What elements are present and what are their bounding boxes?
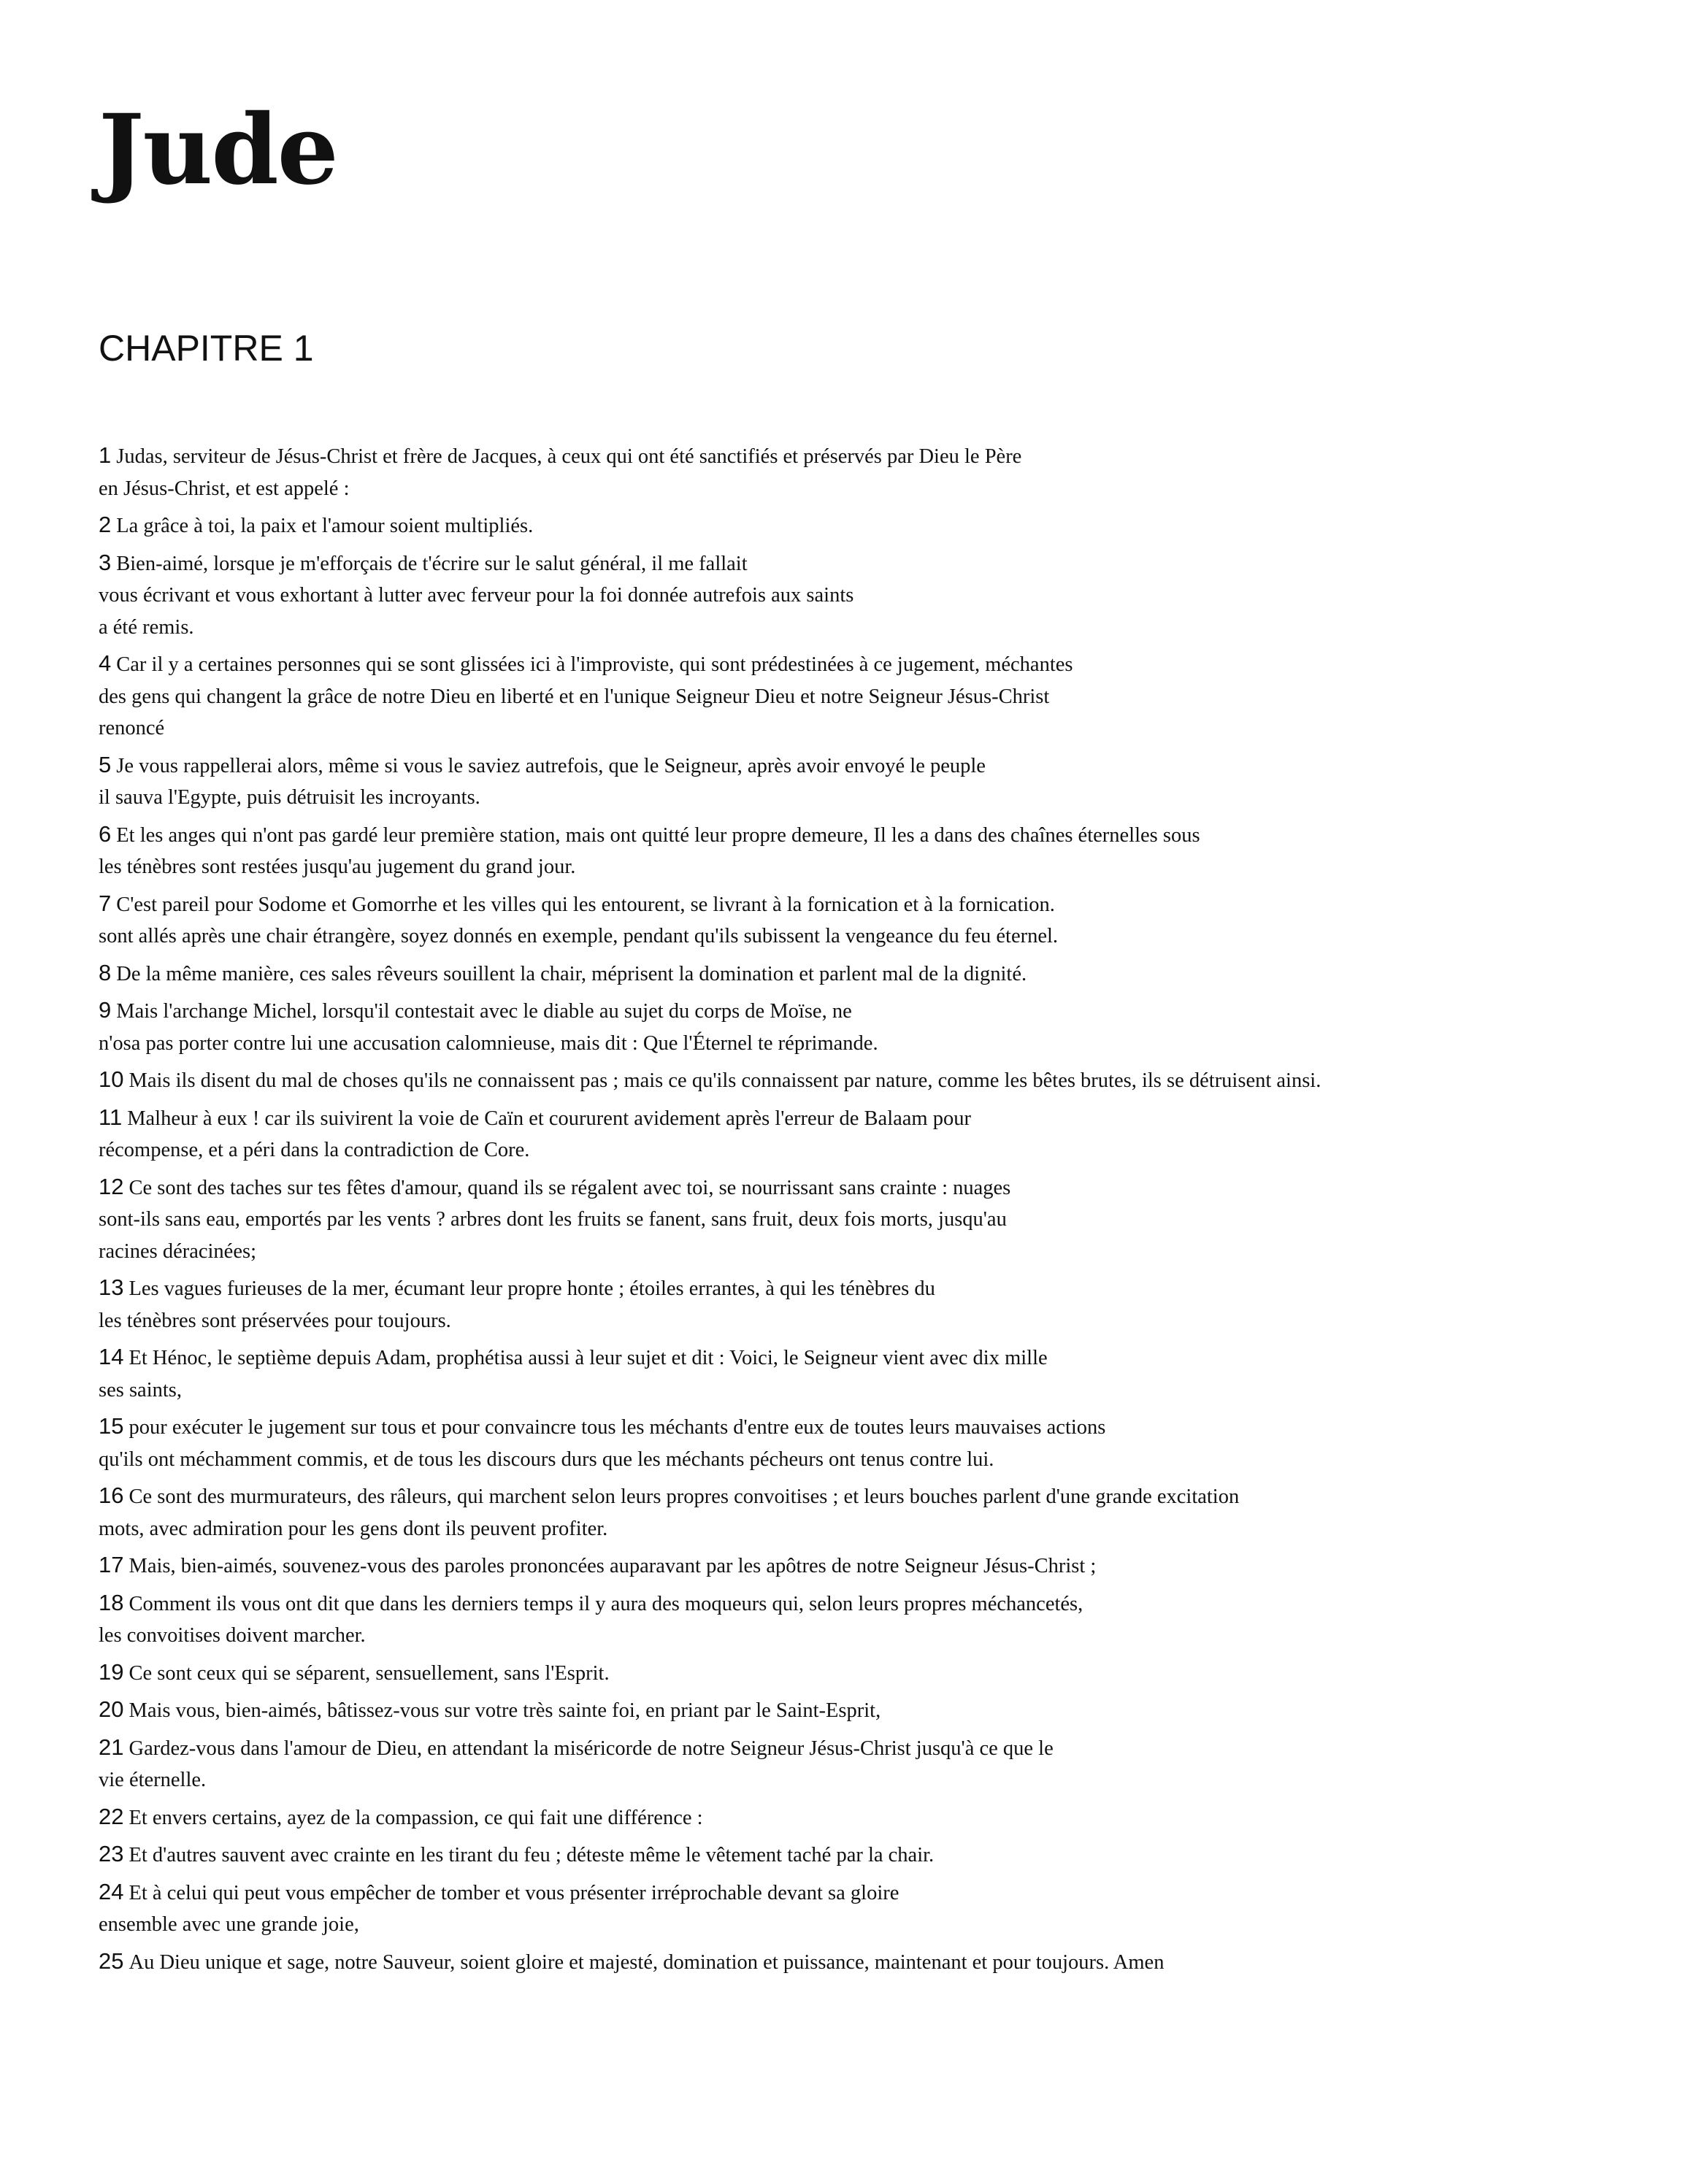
verse-number: 3 — [99, 549, 112, 575]
verse-number: 12 — [99, 1173, 124, 1199]
verse-number: 16 — [99, 1483, 124, 1508]
verse-text: n'osa pas porter contre lui une accusation calomnieuse, mais dit : Que l'Éternel te réprimande. — [99, 1031, 878, 1055]
verse-number: 13 — [99, 1274, 124, 1300]
verse — [99, 1480, 1646, 1545]
verse-number: 23 — [99, 1841, 124, 1866]
verse — [99, 509, 1646, 542]
verse-line — [99, 1204, 1646, 1236]
verse-line — [99, 1064, 1646, 1097]
verse-number: 7 — [99, 890, 112, 916]
verse-line — [99, 1444, 1646, 1476]
verse-line — [99, 1764, 1646, 1796]
verse-line — [99, 1272, 1646, 1305]
verse-text: Mais vous, bien-aimés, bâtissez-vous sur votre très sainte foi, en priant par le Saint-Esprit, — [128, 1699, 881, 1722]
verse-text: Les vagues furieuses de la mer, écumant leur propre honte ; étoiles errantes, à qui les ténèbres du — [128, 1277, 935, 1300]
verse-text: sont-ils sans eau, emportés par les vents ? arbres dont les fruits se fanent, sans fruit, deux fois morts, jusqu'au — [99, 1208, 1007, 1231]
verse-number: 9 — [99, 997, 112, 1023]
verse — [99, 1101, 1646, 1166]
verse-number: 8 — [99, 959, 112, 985]
verse — [99, 818, 1646, 883]
verse — [99, 749, 1646, 814]
verse-line — [99, 1801, 1646, 1834]
verse-line — [99, 509, 1646, 542]
verse-text: Mais l'archange Michel, lorsqu'il contestait avec le diable au sujet du corps de Moïse, ne — [116, 1000, 852, 1023]
verse-line — [99, 1374, 1646, 1407]
verse-text: Ce sont ceux qui se séparent, sensuellement, sans l'Esprit. — [128, 1661, 610, 1685]
verse-text: sont allés après une chair étrangère, soyez donnés en exemple, pendant qu'ils subissent la vengeance du feu éternel. — [99, 925, 1059, 947]
verse-line — [99, 1693, 1646, 1727]
verse — [99, 957, 1646, 991]
verse-line — [99, 782, 1646, 814]
verse-text: vie éternelle. — [99, 1769, 207, 1791]
verse-line — [99, 920, 1646, 953]
verse-line — [99, 612, 1646, 644]
verse-list — [99, 439, 1646, 1983]
verse-number: 15 — [99, 1413, 124, 1439]
verse-text: mots, avec admiration pour les gens dont ils peuvent profiter. — [99, 1517, 608, 1540]
verse-text: ensemble avec une grande joie, — [99, 1913, 359, 1936]
verse — [99, 1731, 1646, 1796]
verse-line — [99, 473, 1646, 505]
verse-text: Gardez-vous dans l'amour de Dieu, en attendant la miséricorde de notre Seigneur Jésus-Christ jusqu'à ce que le — [128, 1737, 1054, 1760]
verse-text: Ce sont des taches sur tes fêtes d'amour, quand ils se régalent avec toi, se nourrissant sans crainte : nuages — [128, 1176, 1011, 1199]
verse-number: 11 — [99, 1104, 123, 1130]
verse-line — [99, 1028, 1646, 1060]
verse-text: qu'ils ont méchamment commis, et de tous les discours durs que les méchants pécheurs ont tenus contre lui. — [99, 1447, 994, 1471]
verse — [99, 1410, 1646, 1475]
verse-line — [99, 1410, 1646, 1444]
verse-text: Je vous rappellerai alors, même si vous le saviez autrefois, que le Seigneur, après avoir envoyé le peuple — [116, 754, 986, 777]
verse-text: des gens qui changent la grâce de notre Dieu en liberté et en l'unique Seigneur Dieu et notre Seigneur Jésus-Christ — [99, 685, 1050, 708]
verse-number: 21 — [99, 1734, 124, 1760]
verse-text: Mais, bien-aimés, souvenez-vous des paroles prononcées auparavant par les apôtres de notre Seigneur Jésus-Christ ; — [128, 1555, 1097, 1577]
verse-text: De la même manière, ces sales rêveurs souillent la chair, méprisent la domination et parlent mal de la dignité. — [116, 962, 1027, 985]
verse — [99, 1549, 1646, 1583]
verse-line — [99, 1236, 1646, 1268]
verse-line — [99, 1341, 1646, 1374]
verse-line — [99, 647, 1646, 681]
verse — [99, 1171, 1646, 1268]
verse-number: 10 — [99, 1066, 124, 1092]
verse-number: 20 — [99, 1696, 124, 1722]
verse — [99, 547, 1646, 644]
verse-text: les ténèbres sont préservées pour toujours. — [99, 1309, 451, 1332]
verse-text: ses saints, — [99, 1378, 182, 1401]
verse-line — [99, 957, 1646, 991]
verse-line — [99, 1909, 1646, 1941]
verse — [99, 994, 1646, 1059]
verse-line — [99, 1876, 1646, 1910]
verse-line — [99, 547, 1646, 580]
book-title: Jude — [99, 93, 337, 207]
verse-number: 17 — [99, 1552, 124, 1577]
verse-text: en Jésus-Christ, et est appelé : — [99, 477, 350, 500]
verse-line — [99, 1134, 1646, 1166]
verse-text: Et d'autres sauvent avec crainte en les tirant du feu ; déteste même le vêtement taché par la chair. — [128, 1844, 935, 1866]
verse-line — [99, 888, 1646, 921]
verse-text: Judas, serviteur de Jésus-Christ et frère de Jacques, à ceux qui ont été sanctifiés et préservés par Dieu le Père — [116, 445, 1022, 468]
verse-number: 6 — [99, 820, 112, 847]
verse-number: 5 — [99, 751, 112, 777]
verse-text: Et les anges qui n'ont pas gardé leur première station, mais ont quitté leur propre demeure, Il les a dans des chaînes éternelles sous — [116, 823, 1200, 847]
verse — [99, 1656, 1646, 1690]
verse — [99, 1876, 1646, 1941]
verse — [99, 1587, 1646, 1652]
verse-number: 24 — [99, 1878, 124, 1904]
verse-line — [99, 1101, 1646, 1135]
verse-line — [99, 1656, 1646, 1690]
verse-line — [99, 439, 1646, 473]
verse-line — [99, 1480, 1646, 1513]
verse-text: racines déracinées; — [99, 1239, 256, 1263]
verse-text: Malheur à eux ! car ils suivirent la voie de Caïn et coururent avidement après l'erreur de Balaam pour — [127, 1107, 971, 1130]
verse-line — [99, 851, 1646, 883]
verse — [99, 1064, 1646, 1097]
verse-line — [99, 1838, 1646, 1872]
verse-line — [99, 681, 1646, 713]
verse-line — [99, 1305, 1646, 1337]
verse-text: La grâce à toi, la paix et l'amour soient multipliés. — [116, 515, 534, 537]
verse-number: 1 — [99, 442, 112, 468]
verse — [99, 1838, 1646, 1872]
verse-number: 22 — [99, 1803, 124, 1829]
verse-text: Et à celui qui peut vous empêcher de tomber et vous présenter irréprochable devant sa gloire — [128, 1881, 899, 1904]
verse-line — [99, 1513, 1646, 1545]
verse-text: Au Dieu unique et sage, notre Sauveur, soient gloire et majesté, domination et puissance, maintenant et pour toujours. Amen — [128, 1950, 1165, 1974]
verse-line — [99, 818, 1646, 852]
verse-text: les ténèbres sont restées jusqu'au jugement du grand jour. — [99, 855, 576, 878]
verse-line — [99, 712, 1646, 745]
verse — [99, 1945, 1646, 1979]
verse-text: Et envers certains, ayez de la compassion, ce qui fait une différence : — [128, 1806, 703, 1829]
verse-line — [99, 1731, 1646, 1765]
verse-text: il sauva l'Egypte, puis détruisit les incroyants. — [99, 786, 480, 809]
verse-line — [99, 749, 1646, 783]
verse-text: Et Hénoc, le septième depuis Adam, prophétisa aussi à leur sujet et dit : Voici, le Seigneur vient avec dix mille — [128, 1347, 1048, 1369]
verse-text: Ce sont des murmurateurs, des râleurs, qui marchent selon leurs propres convoitises ; et leurs bouches parlent d'une grande excitation — [128, 1485, 1240, 1508]
verse-number: 4 — [99, 650, 112, 676]
verse — [99, 1693, 1646, 1727]
verse — [99, 1272, 1646, 1337]
verse — [99, 439, 1646, 504]
verse-text: Comment ils vous ont dit que dans les derniers temps il y aura des moqueurs qui, selon leurs propres méchancetés, — [128, 1592, 1083, 1615]
verse-text: Car il y a certaines personnes qui se sont glissées ici à l'improviste, qui sont prédestinées à ce jugement, méchantes — [116, 653, 1073, 676]
chapter-heading: CHAPITRE 1 — [99, 328, 314, 369]
verse-line — [99, 1171, 1646, 1204]
verse-text: renoncé — [99, 717, 165, 739]
verse-line — [99, 1945, 1646, 1979]
verse-number: 2 — [99, 512, 112, 537]
verse-text: a été remis. — [99, 615, 194, 639]
verse-line — [99, 1549, 1646, 1583]
verse-text: Mais ils disent du mal de choses qu'ils ne connaissent pas ; mais ce qu'ils connaissent par nature, comme les bêtes brutes, ils se détruisent ainsi. — [128, 1069, 1321, 1092]
verse — [99, 647, 1646, 745]
verse-text: pour exécuter le jugement sur tous et pour convaincre tous les méchants d'entre eux de toutes leurs mauvaises actions — [128, 1416, 1106, 1439]
verse — [99, 1341, 1646, 1406]
verse-text: Bien-aimé, lorsque je m'efforçais de t'écrire sur le salut général, il me fallait — [116, 552, 748, 575]
verse-text: vous écrivant et vous exhortant à lutter avec ferveur pour la foi donnée autrefois aux saints — [99, 584, 854, 607]
verse-text: récompense, et a péri dans la contradiction de Core. — [99, 1139, 530, 1161]
verse — [99, 888, 1646, 953]
verse-line — [99, 994, 1646, 1028]
verse-number: 18 — [99, 1589, 124, 1615]
verse-number: 25 — [99, 1947, 124, 1974]
verse-line — [99, 1620, 1646, 1652]
verse-text: C'est pareil pour Sodome et Gomorrhe et les villes qui les entourent, se livrant à la fornication et à la fornication. — [116, 893, 1055, 916]
verse-number: 19 — [99, 1658, 124, 1685]
verse-text: les convoitises doivent marcher. — [99, 1624, 366, 1647]
verse — [99, 1801, 1646, 1834]
verse-line — [99, 1587, 1646, 1620]
verse-line — [99, 580, 1646, 612]
verse-number: 14 — [99, 1344, 124, 1369]
